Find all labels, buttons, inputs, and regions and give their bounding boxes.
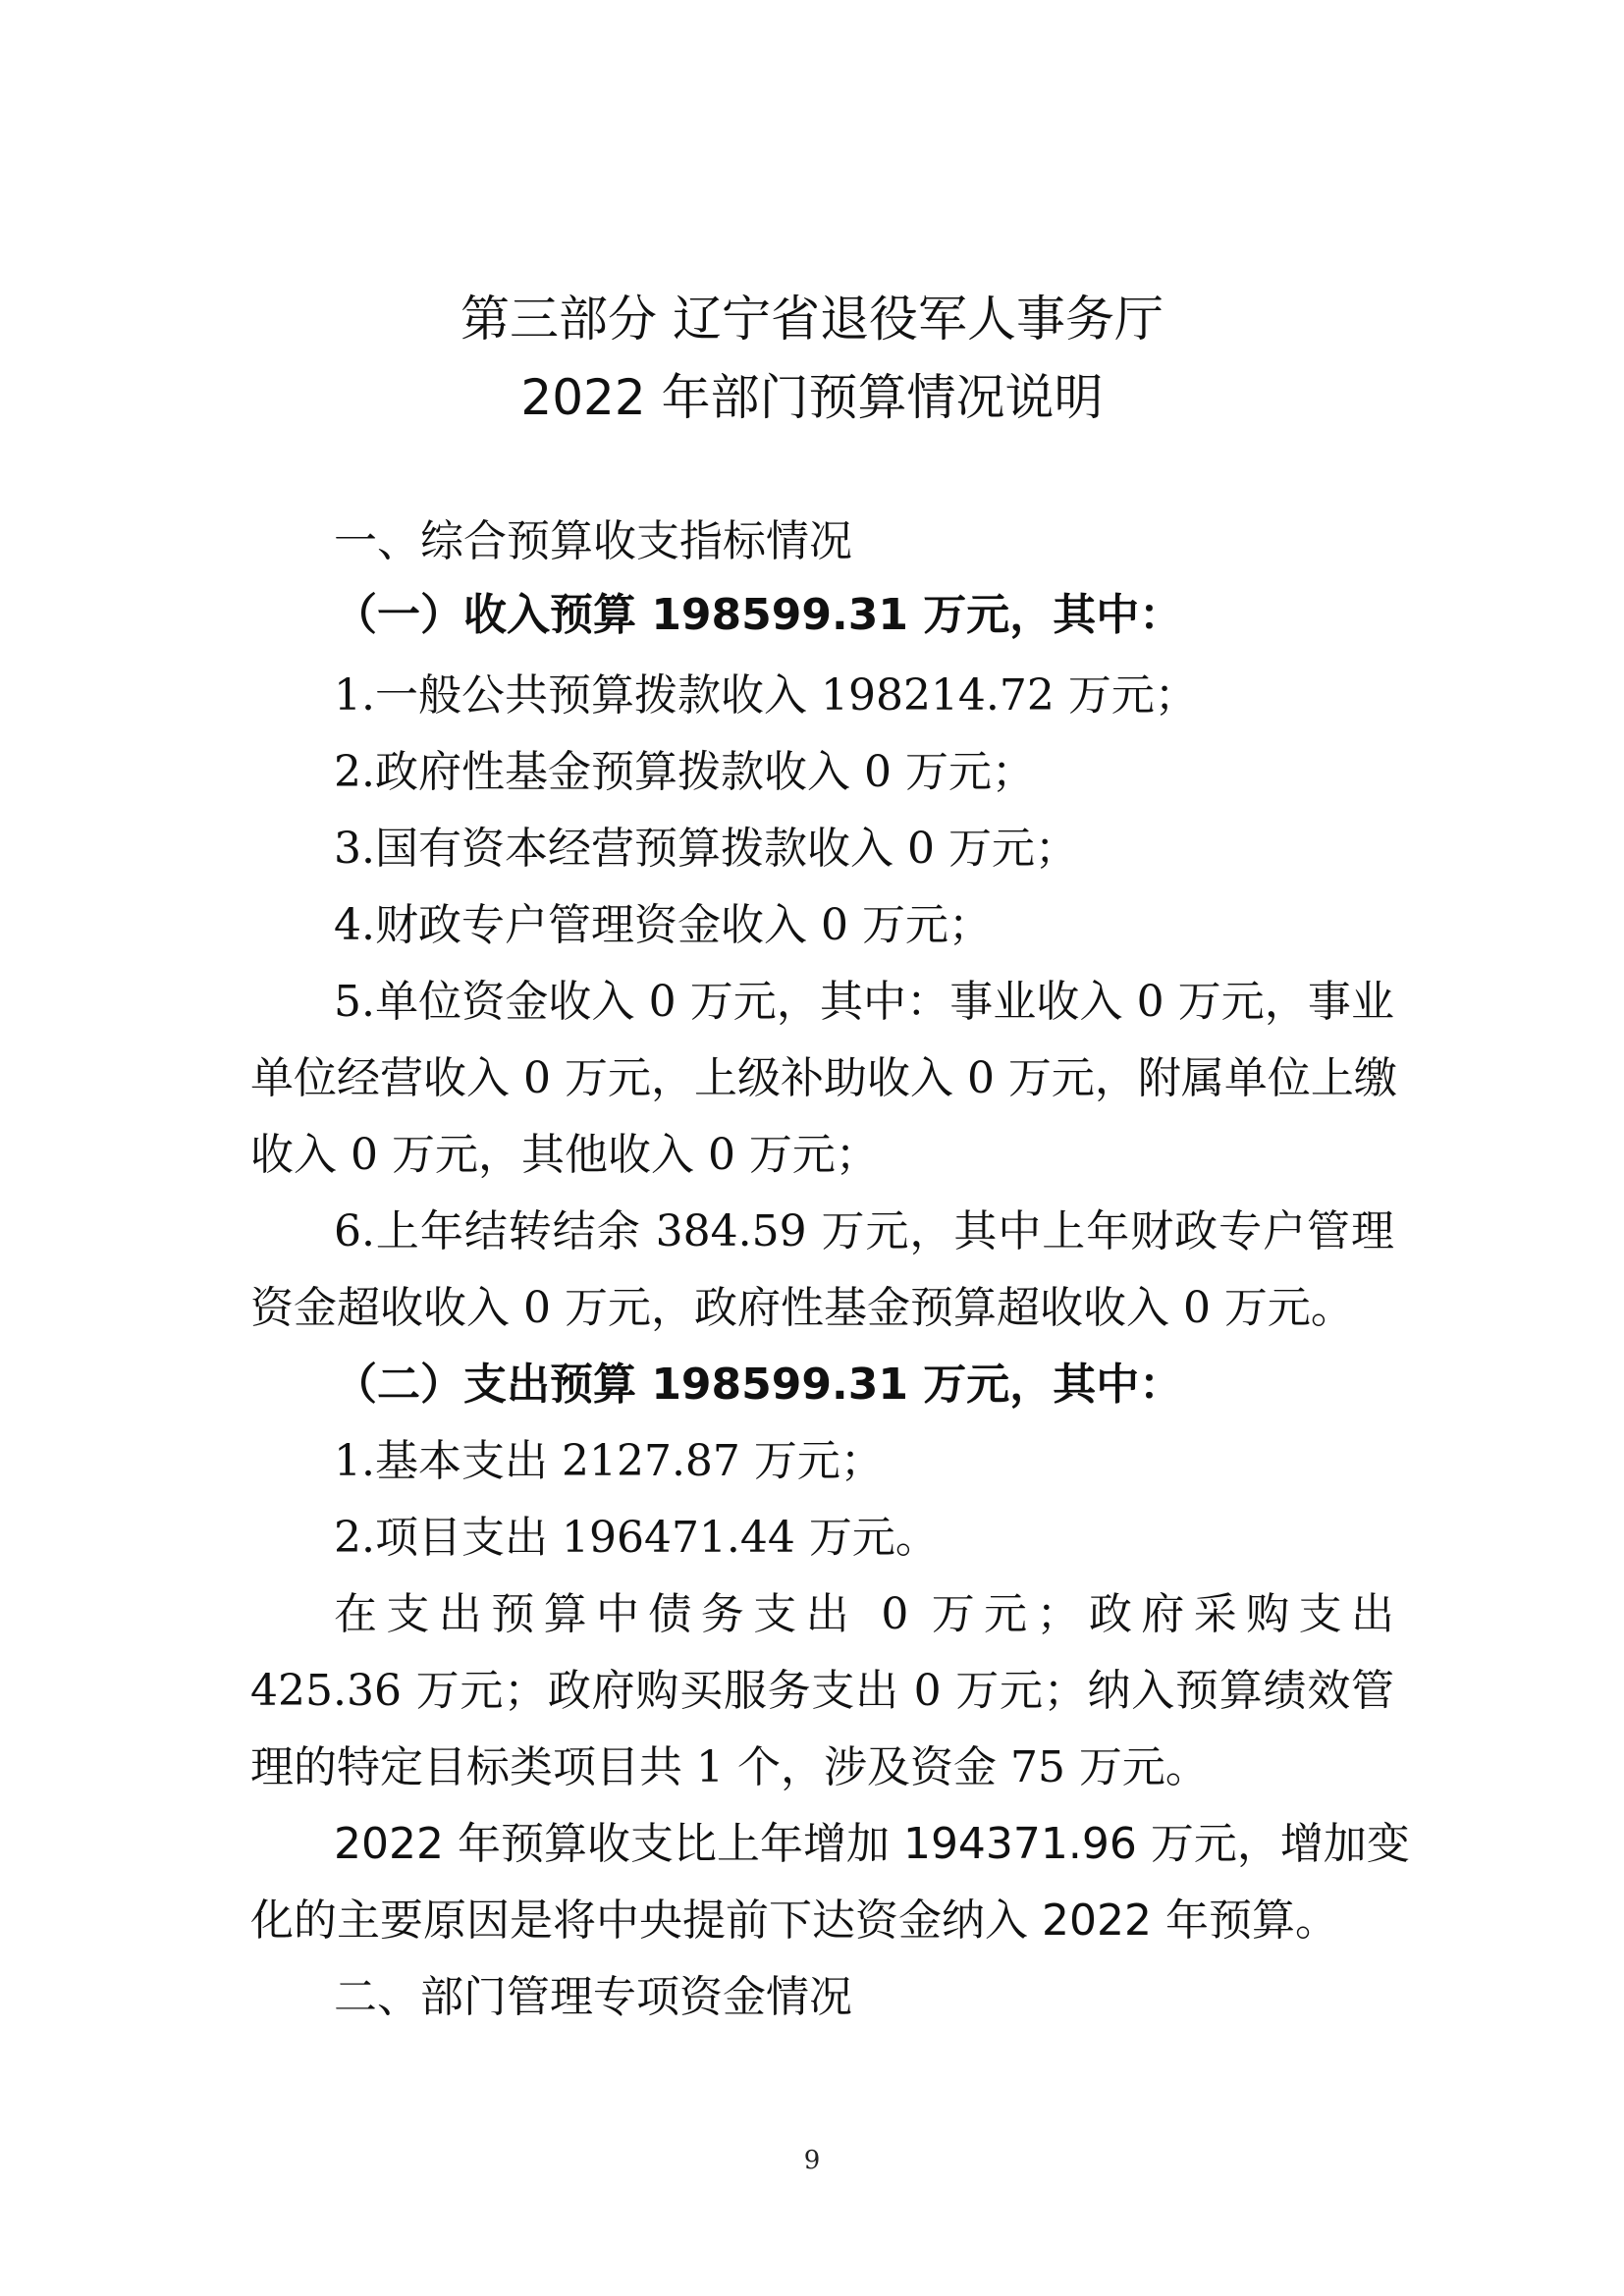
page-number: 9 xyxy=(803,2146,821,2175)
income-item-4: 4.财政专户管理资金收入 0 万元； xyxy=(334,900,992,950)
expense-note-line-2: 425.36 万元；政府购买服务支出 0 万元；纳入预算绩效管 xyxy=(250,1666,1394,1716)
section-1-heading: 一、综合预算收支指标情况 xyxy=(334,516,852,566)
income-item-1: 1.一般公共预算拨款收入 198214.72 万元； xyxy=(334,670,1198,721)
document-title-line-1: 第三部分 辽宁省退役军人事务厅 xyxy=(460,291,1164,347)
income-item-5-line-1: 5.单位资金收入 0 万元，其中：事业收入 0 万元，事业 xyxy=(334,977,1394,1027)
expense-note-line-3: 理的特定目标类项目共 1 个，涉及资金 75 万元。 xyxy=(250,1742,1209,1792)
income-budget-heading: （一）收入预算 198599.31 万元，其中： xyxy=(334,590,1183,640)
section-2-heading: 二、部门管理专项资金情况 xyxy=(334,1972,852,2022)
year-change-line-1: 2022 年预算收支比上年增加 194371.96 万元，增加变 xyxy=(334,1819,1410,1869)
income-item-5-line-3: 收入 0 万元，其他收入 0 万元； xyxy=(250,1130,879,1180)
expense-budget-heading: （二）支出预算 198599.31 万元，其中： xyxy=(334,1360,1183,1410)
income-item-6-line-1: 6.上年结转结余 384.59 万元，其中上年财政专户管理 xyxy=(334,1206,1394,1256)
expense-item-1: 1.基本支出 2127.87 万元； xyxy=(334,1436,884,1486)
income-item-2: 2.政府性基金预算拨款收入 0 万元； xyxy=(334,747,1035,797)
year-change-line-2: 化的主要原因是将中央提前下达资金纳入 2022 年预算。 xyxy=(250,1896,1338,1946)
document-title-line-2: 2022 年部门预算情况说明 xyxy=(520,369,1104,426)
income-item-5-line-2: 单位经营收入 0 万元，上级补助收入 0 万元，附属单位上缴 xyxy=(250,1053,1397,1103)
income-item-6-line-2: 资金超收收入 0 万元，政府性基金预算超收收入 0 万元。 xyxy=(250,1283,1354,1333)
income-item-3: 3.国有资本经营预算拨款收入 0 万元； xyxy=(334,824,1078,874)
expense-note-line-1: 在支出预算中债务支出 0 万元；政府采购支出 xyxy=(334,1589,1394,1639)
expense-item-2: 2.项目支出 196471.44 万元。 xyxy=(334,1513,939,1563)
